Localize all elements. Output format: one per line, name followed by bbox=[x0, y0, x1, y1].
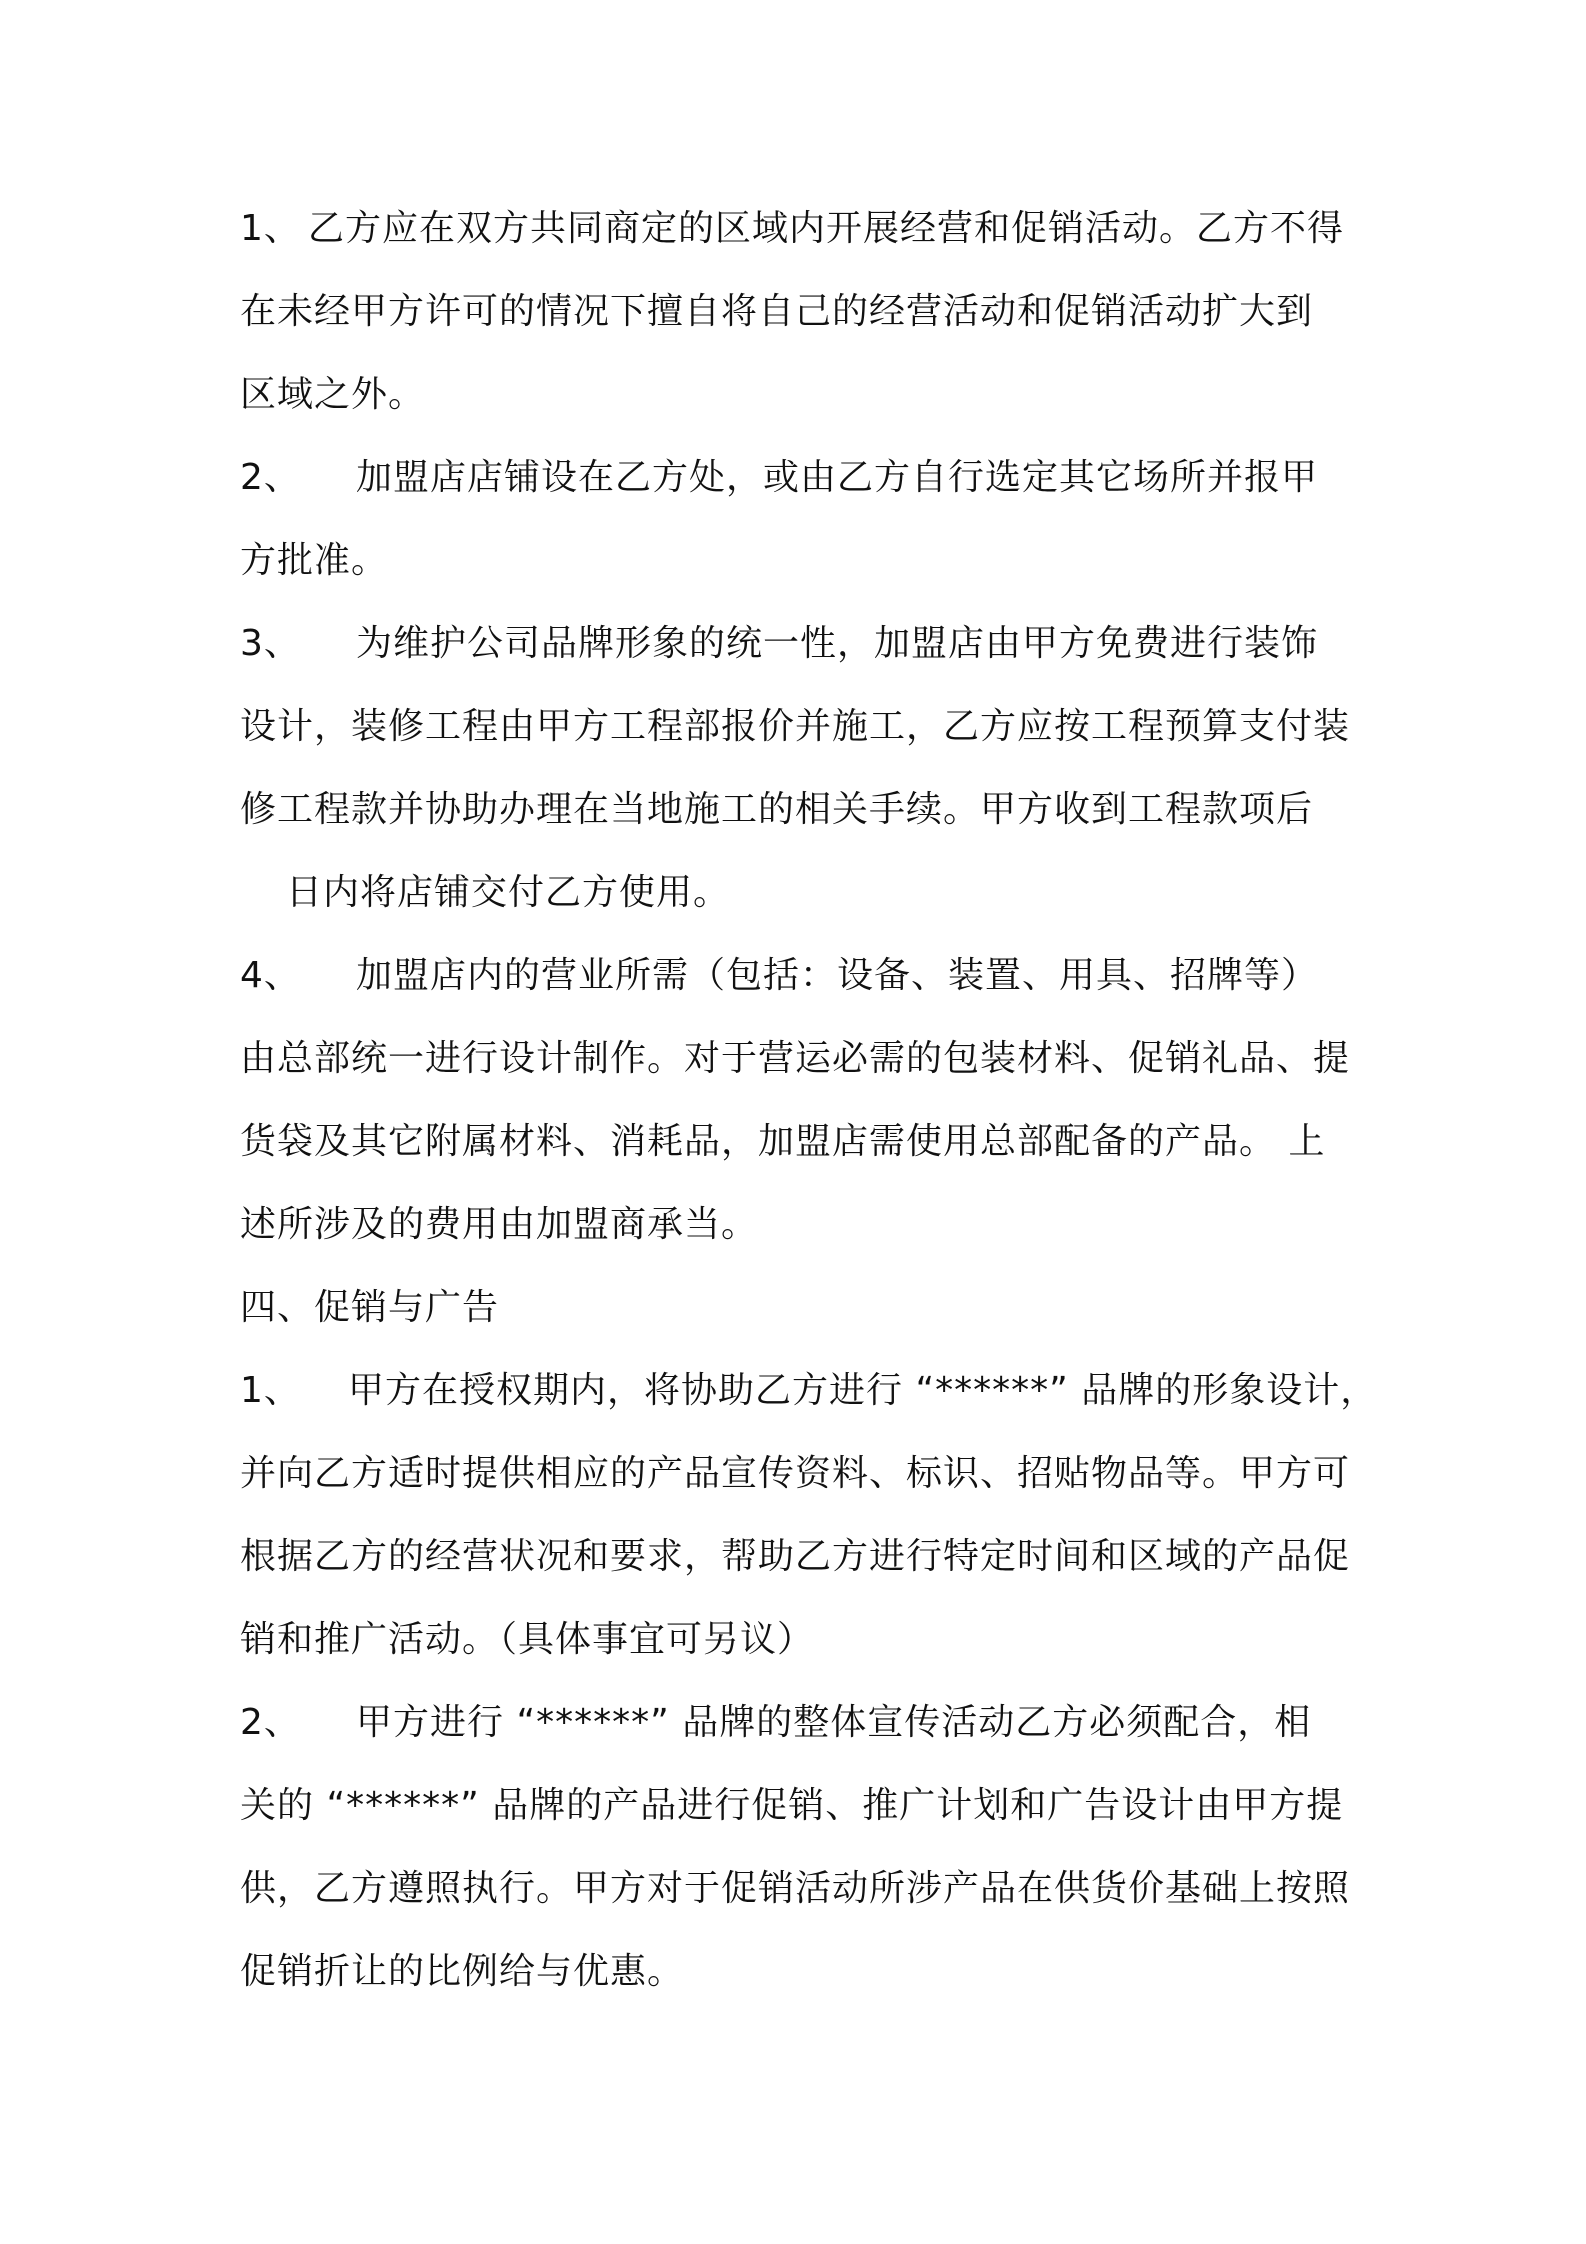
clause-1-line-1 bbox=[240, 205, 1344, 253]
clause-4-line-2: 由总部统一进行设计制作。对于营运必需的包装材料、促销礼品、提 bbox=[240, 1038, 1351, 1079]
promo-clause-1-line-2: 并向乙方适时提供相应的产品宣传资料、标识、招贴物品等。甲方可 bbox=[240, 1453, 1351, 1494]
promo-clause-2-line-3: 供，乙方遵照执行。甲方对于促销活动所涉产品在供货价基础上按照 bbox=[240, 1868, 1351, 1909]
clause-4-line-3: 货袋及其它附属材料、消耗品，加盟店需使用总部配备的产品。 上 bbox=[240, 1121, 1326, 1162]
clause-text: 甲方在授权期内，将协助乙方进行 “******” 品牌的形象设计， bbox=[348, 1370, 1378, 1411]
clause-number: 2、 bbox=[240, 1702, 301, 1743]
clause-text: 乙方应在双方共同商定的区域内开展经营和促销活动。乙方不得 bbox=[308, 208, 1345, 249]
clause-text: 为维护公司品牌形象的统一性，加盟店由甲方免费进行装饰 bbox=[356, 623, 1319, 664]
clause-number: 1、 bbox=[240, 208, 301, 249]
promo-clause-2-line-1 bbox=[240, 1699, 1311, 1747]
clause-number: 2、 bbox=[240, 457, 301, 498]
clause-number: 1、 bbox=[240, 1370, 301, 1411]
section-heading: 四、促销与广告 bbox=[240, 1287, 500, 1328]
clause-3-line-4: 日内将店铺交付乙方使用。 bbox=[286, 872, 731, 913]
promo-clause-1-line-4: 销和推广活动。（具体事宜可另议） bbox=[240, 1619, 815, 1660]
clause-text: 加盟店内的营业所需（包括：设备、装置、用具、招牌等） bbox=[356, 955, 1319, 996]
promo-clause-2-line-4: 促销折让的比例给与优惠。 bbox=[240, 1951, 685, 1992]
promo-clause-2-line-2: 关的 “******” 品牌的产品进行促销、推广计划和广告设计由甲方提 bbox=[240, 1785, 1344, 1826]
clause-4-line-1 bbox=[240, 952, 1318, 1000]
clause-2-line-2: 方批准。 bbox=[240, 540, 389, 581]
clause-number: 4、 bbox=[240, 955, 301, 996]
clause-1-line-3: 区域之外。 bbox=[240, 374, 426, 415]
promo-clause-1-line-3: 根据乙方的经营状况和要求，帮助乙方进行特定时间和区域的产品促 bbox=[240, 1536, 1351, 1577]
clause-2-line-1 bbox=[240, 454, 1318, 502]
clause-3-line-3: 修工程款并协助办理在当地施工的相关手续。甲方收到工程款项后 bbox=[240, 789, 1314, 830]
clause-3-line-2: 设计，装修工程由甲方工程部报价并施工，乙方应按工程预算支付装 bbox=[240, 706, 1351, 747]
clause-4-line-4: 述所涉及的费用由加盟商承当。 bbox=[240, 1204, 759, 1245]
clause-number: 3、 bbox=[240, 623, 301, 664]
clause-1-line-2: 在未经甲方许可的情况下擅自将自己的经营活动和促销活动扩大到 bbox=[240, 291, 1314, 332]
promo-clause-1-line-1 bbox=[240, 1367, 1377, 1415]
clause-text: 加盟店店铺设在乙方处，或由乙方自行选定其它场所并报甲 bbox=[356, 457, 1319, 498]
clause-text: 甲方进行 “******” 品牌的整体宣传活动乙方必须配合，相 bbox=[356, 1702, 1312, 1743]
clause-3-line-1 bbox=[240, 620, 1318, 668]
